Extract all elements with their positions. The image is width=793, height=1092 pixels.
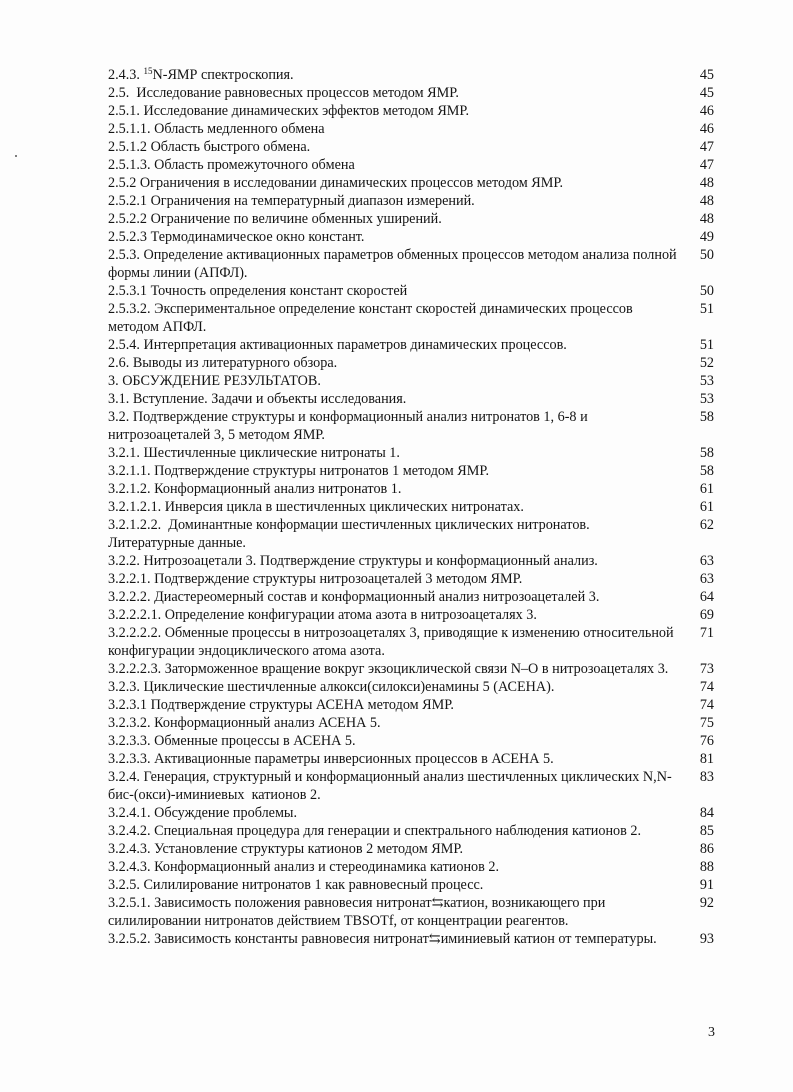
toc-entry-title: 3.2.3.3. Обменные процессы в АСЕНА 5. xyxy=(108,733,356,749)
toc-entry-page: 53 xyxy=(699,391,714,407)
toc-entry-title: 2.5.1. Исследование динамических эффектов методом ЯМР. xyxy=(108,103,470,119)
toc-entry-title: 3.2.5.2. Зависимость константы равновесия нитронат⇆иминиевый катион от температуры. xyxy=(108,931,657,947)
toc-entry xyxy=(108,588,714,606)
toc-entry-page: 81 xyxy=(699,751,714,767)
toc-entry-page: 45 xyxy=(699,67,714,83)
toc-entry xyxy=(108,210,714,228)
toc-entry-title: 2.5.2 Ограничения в исследовании динамических процессов методом ЯМР. xyxy=(108,175,564,191)
toc-entry-page: 74 xyxy=(699,697,714,713)
toc-entry-page: 53 xyxy=(699,373,714,389)
toc-entry xyxy=(108,930,714,948)
toc-entry xyxy=(108,372,714,390)
toc-entry xyxy=(108,156,714,174)
toc-entry xyxy=(108,750,714,768)
toc-entry-title: 2.5.2.3 Термодинамическое окно констант. xyxy=(108,229,365,245)
toc-entry xyxy=(108,714,714,732)
toc-entry xyxy=(108,894,714,930)
toc-entry-page: 52 xyxy=(699,355,714,371)
toc-entry xyxy=(108,138,714,156)
toc-entry-title: 3.2.4.1. Обсуждение проблемы. xyxy=(108,805,298,821)
toc-entry xyxy=(108,102,714,120)
toc-entry-title: 3.2.4.3. Конформационный анализ и стереодинамика катионов 2. xyxy=(108,859,500,875)
toc-entry-title: 3.2.4.2. Специальная процедура для генерации и спектрального наблюдения катионов 2. xyxy=(108,823,642,839)
toc-entry-title: 2.5.3.1 Точность определения констант скоростей xyxy=(108,283,408,299)
toc-entry xyxy=(108,498,714,516)
toc-entry-page: 47 xyxy=(699,157,714,173)
toc-entry-page: 58 xyxy=(699,463,714,479)
toc-entry-title: 3.2.1.2.1. Инверсия цикла в шестичленных циклических нитронатах. xyxy=(108,499,524,515)
toc-entry-page: 51 xyxy=(699,301,714,317)
toc-entry-page: 48 xyxy=(699,211,714,227)
toc-entry xyxy=(108,858,714,876)
toc-entry-page: 73 xyxy=(699,661,714,677)
toc-entry xyxy=(108,696,714,714)
toc-entry xyxy=(108,480,714,498)
toc-entry xyxy=(108,552,714,570)
toc-entry xyxy=(108,300,714,336)
toc-entry xyxy=(108,840,714,858)
toc-entry-page: 74 xyxy=(699,679,714,695)
page-number: 3 xyxy=(708,1025,715,1040)
toc-entry-title: 3.2.5. Силилирование нитронатов 1 как равновесный процесс. xyxy=(108,877,484,893)
toc-entry-page: 47 xyxy=(699,139,714,155)
toc-entry-title: 3.2.1. Шестичленные циклические нитронаты 1. xyxy=(108,445,400,461)
toc-entry-page: 75 xyxy=(699,715,714,731)
toc-entry xyxy=(108,570,714,588)
toc-entry-page: 86 xyxy=(699,841,714,857)
toc-entry-number: 2.4.3. xyxy=(108,67,144,83)
toc-entry xyxy=(108,120,714,138)
toc-entry-title: 3.2.2.1. Подтверждение структуры нитрозоацеталей 3 методом ЯМР. xyxy=(108,571,523,587)
toc-entry-title: 3.2.2.2.3. Заторможенное вращение вокруг экзоциклической связи N–O в нитрозоацеталях 3. xyxy=(108,661,669,677)
toc-entry-page: 84 xyxy=(699,805,714,821)
toc-entry-title: 3.2.1.2. Конформационный анализ нитронатов 1. xyxy=(108,481,402,497)
toc-entry-text: N-ЯМР спектроскопия. xyxy=(152,67,294,83)
toc-entry-page: 63 xyxy=(699,553,714,569)
toc-entry-title: 3.2.3.3. Активационные параметры инверсионных процессов в АСЕНА 5. xyxy=(108,751,554,767)
toc-entry xyxy=(108,354,714,372)
toc-entry-page: 71 xyxy=(699,625,714,641)
toc-entry-title: 3.2. Подтверждение структуры и конформационный анализ нитронатов 1, 6-8 и нитрозоацеталей 3, 5 методом ЯМР. xyxy=(108,409,592,443)
toc-entry xyxy=(108,606,714,624)
toc-entry-title xyxy=(108,66,678,84)
toc-entry-title: 3.2.3.1 Подтверждение структуры АСЕНА методом ЯМР. xyxy=(108,697,454,713)
toc-entry-page: 92 xyxy=(699,895,714,911)
toc-entry-page: 93 xyxy=(699,931,714,947)
toc-entry xyxy=(108,516,714,552)
toc-entry xyxy=(108,390,714,408)
toc-entry-page: 50 xyxy=(699,283,714,299)
toc-entry-page: 49 xyxy=(699,229,714,245)
toc-entry-page: 64 xyxy=(699,589,714,605)
toc-entry xyxy=(108,624,714,660)
toc-entry-page: 83 xyxy=(699,769,714,785)
toc-entry xyxy=(108,408,714,444)
toc-entry-page: 46 xyxy=(699,121,714,137)
toc-entry-title: 2.5.2.2 Ограничение по величине обменных уширений. xyxy=(108,211,442,227)
toc-entry-title: 2.5.4. Интерпретация активационных параметров динамических процессов. xyxy=(108,337,567,353)
toc-entry-title: 2.5.1.2 Область быстрого обмена. xyxy=(108,139,311,155)
toc-entry-title: 3.2.1.1. Подтверждение структуры нитронатов 1 методом ЯМР. xyxy=(108,463,490,479)
toc-entry xyxy=(108,804,714,822)
toc-entry-title: 3.2.3.2. Конформационный анализ АСЕНА 5. xyxy=(108,715,381,731)
toc-entry-page: 51 xyxy=(699,337,714,353)
toc-entry-title: 3.2.1.2.2. Доминантные конформации шестичленных циклических нитронатов. Литературные данные. xyxy=(108,517,594,551)
toc-entry-page: 88 xyxy=(699,859,714,875)
toc-entry-page: 62 xyxy=(699,517,714,533)
toc-entry-title: 2.5.3. Определение активационных параметров обменных процессов методом анализа полной формы линии (АПФЛ). xyxy=(108,247,681,281)
toc-entry-title: 3.2.2.2. Диастереомерный состав и конформационный анализ нитрозоацеталей 3. xyxy=(108,589,600,605)
toc-entry-page: 48 xyxy=(699,193,714,209)
toc-entry xyxy=(108,66,714,84)
toc-entry xyxy=(108,660,714,678)
toc-entry-title: 3.1. Вступление. Задачи и объекты исследования. xyxy=(108,391,407,407)
toc-entry-page: 69 xyxy=(699,607,714,623)
toc-entry-title: 3.2.2.2.2. Обменные процессы в нитрозоацеталях 3, приводящие к изменению относительной конфигурации эндоциклического атома азота. xyxy=(108,625,678,659)
toc-entry xyxy=(108,84,714,102)
toc-entry xyxy=(108,462,714,480)
toc-entry-title: 3.2.5.1. Зависимость положения равновесия нитронат⇆катион, возникающего при силилировании нитронатов действием TBSOTf, от концентрации реагентов. xyxy=(108,895,609,929)
toc-entry xyxy=(108,876,714,894)
toc-entry-page: 48 xyxy=(699,175,714,191)
toc-entry-page: 58 xyxy=(699,409,714,425)
toc-entry-title: 2.5.1.1. Область медленного обмена xyxy=(108,121,325,137)
toc-entry xyxy=(108,732,714,750)
toc-entry-page: 85 xyxy=(699,823,714,839)
toc-entry xyxy=(108,174,714,192)
toc-entry-title: 2.5.2.1 Ограничения на температурный диапазон измерений. xyxy=(108,193,475,209)
toc-entry-page: 46 xyxy=(699,103,714,119)
table-of-contents xyxy=(108,66,714,948)
toc-entry-title: 3.2.3. Циклические шестичленные алкокси(силокси)енамины 5 (АСЕНА). xyxy=(108,679,555,695)
scan-speck xyxy=(15,155,17,157)
toc-entry-title: 3.2.4. Генерация, структурный и конформационный анализ шестичленных циклических N,N-бис-(окси)-иминиевых катионов 2. xyxy=(108,769,672,803)
toc-entry-title: 2.6. Выводы из литературного обзора. xyxy=(108,355,338,371)
toc-entry-page: 91 xyxy=(699,877,714,893)
toc-entry-page: 61 xyxy=(699,481,714,497)
toc-entry xyxy=(108,822,714,840)
toc-entry-title: 3. ОБСУЖДЕНИЕ РЕЗУЛЬТАТОВ. xyxy=(108,373,321,389)
toc-entry-page: 45 xyxy=(699,85,714,101)
toc-entry xyxy=(108,282,714,300)
toc-entry-page: 58 xyxy=(699,445,714,461)
toc-entry-title: 3.2.4.3. Установление структуры катионов 2 методом ЯМР. xyxy=(108,841,464,857)
toc-entry xyxy=(108,678,714,696)
toc-entry-page: 50 xyxy=(699,247,714,263)
toc-entry-page: 61 xyxy=(699,499,714,515)
toc-entry-title: 3.2.2.2.1. Определение конфигурации атома азота в нитрозоацеталях 3. xyxy=(108,607,537,623)
toc-entry xyxy=(108,336,714,354)
toc-entry-title: 2.5.1.3. Область промежуточного обмена xyxy=(108,157,355,173)
toc-entry xyxy=(108,246,714,282)
toc-entry xyxy=(108,768,714,804)
toc-entry-title: 3.2.2. Нитрозоацетали 3. Подтверждение структуры и конформационный анализ. xyxy=(108,553,598,569)
toc-entry-title: 2.5.3.2. Экспериментальное определение констант скоростей динамических процессов методом АПФЛ. xyxy=(108,301,637,335)
isotope-superscript: 15 xyxy=(143,66,153,76)
toc-entry-title: 2.5. Исследование равновесных процессов методом ЯМР. xyxy=(108,85,459,101)
toc-entry xyxy=(108,192,714,210)
toc-entry-page: 76 xyxy=(699,733,714,749)
toc-entry-page: 63 xyxy=(699,571,714,587)
toc-entry xyxy=(108,444,714,462)
toc-entry xyxy=(108,228,714,246)
